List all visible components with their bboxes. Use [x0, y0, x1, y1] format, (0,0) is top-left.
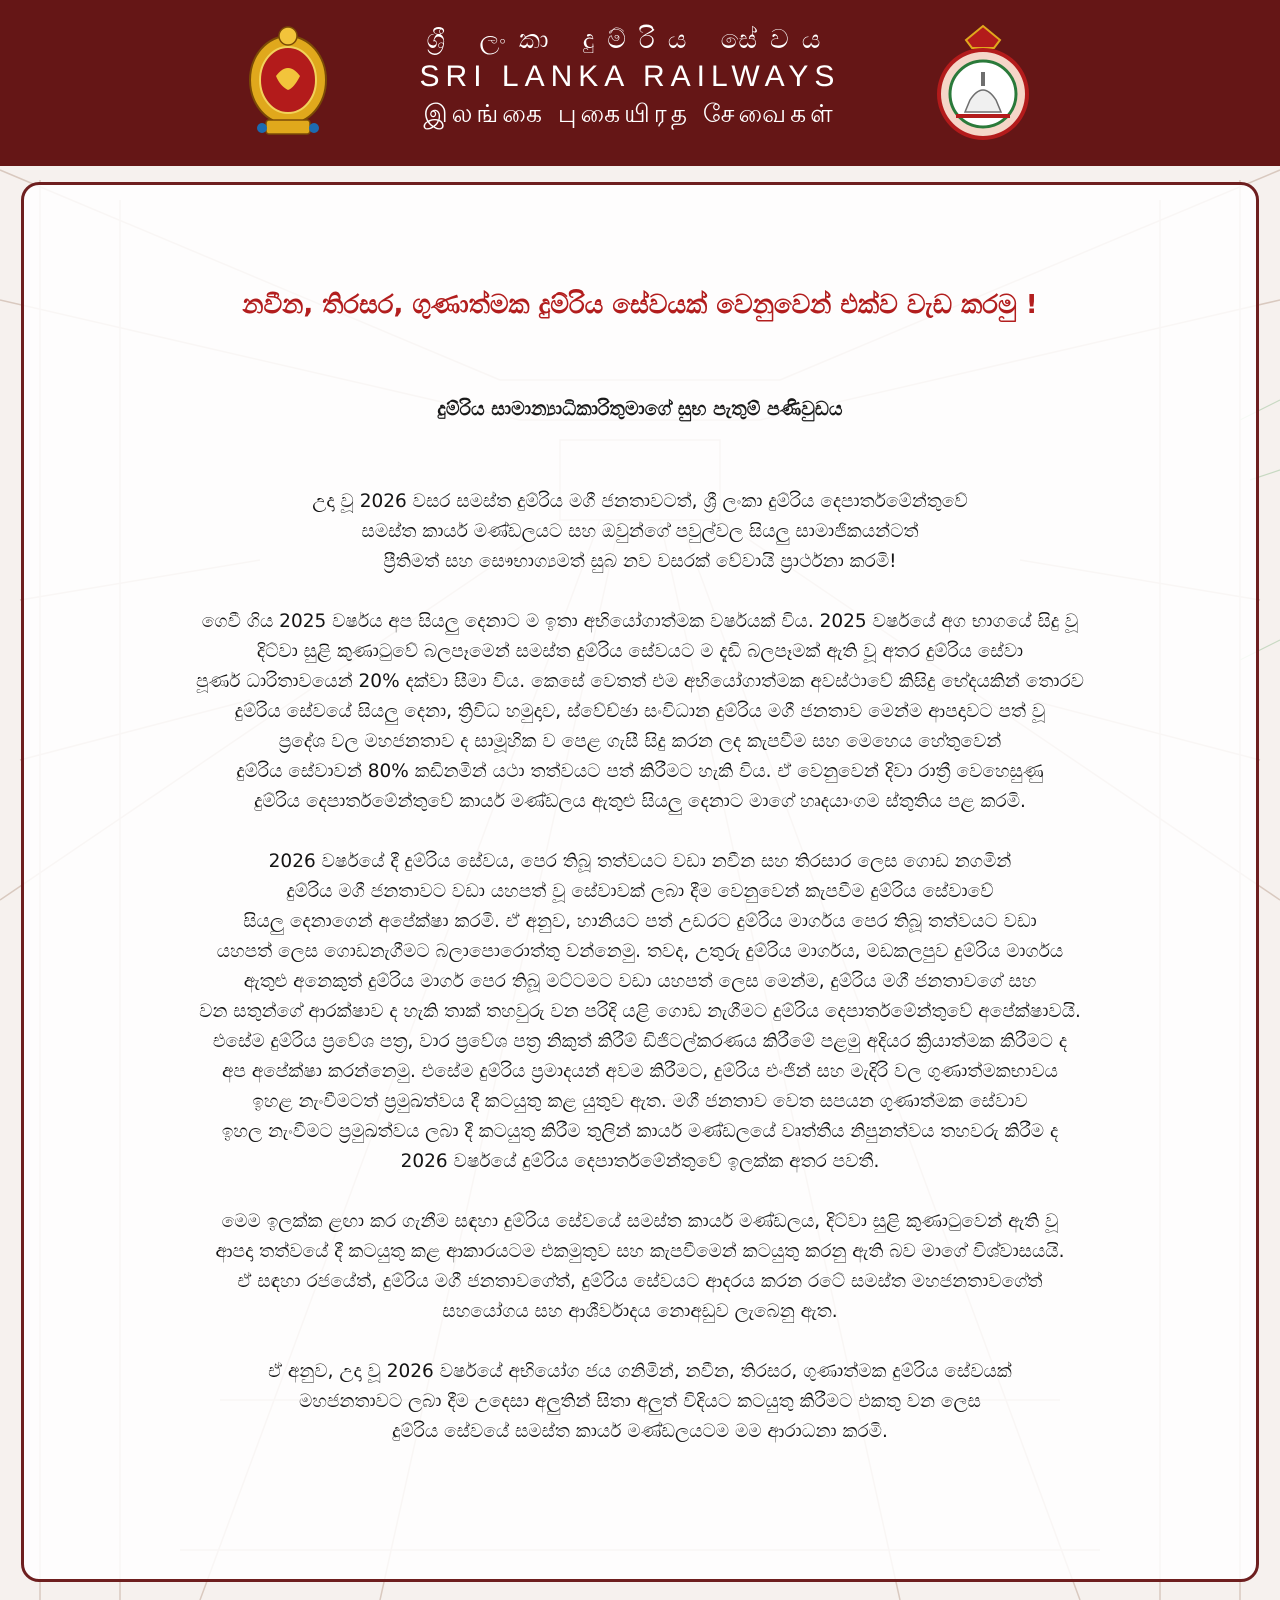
- text-line: සමස්ත කාර්ය මණ්ඩලයට සහ ඔවුන්ගේ පවුල්වල සියලු සාමාජිකයන්ටත්: [361, 521, 919, 542]
- title-english: SRI LANKA RAILWAYS: [419, 60, 841, 93]
- text-line: සහයෝගය සහ ආශීර්වාදය නොඅඩුව ලැබෙනු ඇත.: [442, 1301, 838, 1322]
- paragraph: [56, 847, 1224, 1177]
- text-line: ප්‍රීතිමත් සහ සෞභාග්‍යමත් සුබ නව වසරක් වේවායි ප්‍රාර්ථනා කරමි!: [383, 551, 897, 572]
- text-line: ගෙවී ගිය 2025 වර්ෂය අප සියලු දෙනාට ම ඉතා අභියෝගාත්මක වර්ෂයක් විය. 2025 වර්ෂයේ අග භාගයේ සිදු වූ: [201, 611, 1079, 632]
- text-line: ඒ අනුව, උදා වූ 2026 වර්ෂයේ අභියෝග ජය ගනිමින්, නවීන, තිරසර, ගුණාත්මක දුම්රිය සේවයක්: [268, 1361, 1012, 1382]
- state-emblem-icon: [246, 18, 330, 138]
- text-line: ආපදා තත්වයේ දී කටයුතු කළ ආකාරයටම එකමුතුව සහ කැපවීමෙන් කටයුතු කරනු ඇති බව මාගේ විශ්වාසයයි.: [215, 1241, 1065, 1262]
- title-tamil: இலங்கை புகையிரத சேவைகள்: [423, 99, 837, 128]
- text-line: වන සතුන්ගේ ආරක්ෂාව ද හැකි තාක් තහවුරු වන පරිදි යළි ගොඩ නැගීමට දුම්රිය දෙපාර්තමේන්තුවේ අපේක්ෂාවයි.: [199, 1001, 1081, 1022]
- text-line: දුම්රිය සේවයේ සමස්ත කාර්ය මණ්ඩලයටම මම ආරාධනා කරමි.: [392, 1421, 888, 1442]
- text-line: යහපත් ලෙස ගොඩනැගීමට බලාපොරොත්තු වන්නෙමු. තවද, උතුරු දුම්රිය මාර්ගය, මඩකලපුව දුම්රිය මාර්ගය: [216, 941, 1064, 962]
- text-line: මහජනතාවට ලබා දීම උදෙසා අලුතින් සිතා අලුත් විදියට කටයුතු කිරීමට එකතු වන ලෙස: [299, 1391, 981, 1412]
- text-line: එසේම දුම්රිය ප්‍රවේශ පත්‍ර, වාර ප්‍රවේශ පත්‍ර නිකුත් කිරීම් ඩිජිටල්කරණය කිරීමේ පළමු අදියර ක්‍රියාත්මක කිරීමට ද: [212, 1031, 1068, 1052]
- text-line: ඇතුළු අනෙකුත් දුම්රිය මාර්ග පෙර තිබූ මට්ටමට වඩා යහපත් ලෙස මෙන්ම, දුම්රිය මගී ජනතාවගේ සහ: [243, 971, 1037, 992]
- text-line: ඉහල නැංවීමට ප්‍රමුඛත්වය ලබා දී කටයුතු කිරීම තුලින් කාර්ය මණ්ඩලයේ වෘත්තීය නිපුනත්වය තහවරු කිරීම ද: [221, 1121, 1059, 1142]
- paragraph: [56, 1357, 1224, 1447]
- text-line: අප අපේක්ෂා කරන්නෙමු. එසේම දුම්රිය ප්‍රමාදයන් අවම කිරීමට, දුම්රිය එංජින් සහ මැදිරි වල ගුණාත්මකභාවය: [222, 1061, 1058, 1082]
- text-line: දුම්රිය දෙපාර්තමේන්තුවේ කාර්ය මණ්ඩලය ඇතුළු සියලු දෙනාට මාගේ හෘදයාංගම ස්තුතිය පළ කරමි.: [254, 791, 1026, 812]
- notice-body: [56, 487, 1224, 1477]
- text-line: පූර්ණ ධාරිතාවයෙන් 20% දක්වා සීමා විය. කෙසේ වෙතත් එම අභියෝගාත්මක අවස්ථාවේ කිසිදු භේදයකින් තොරව: [196, 671, 1084, 692]
- text-line: ඒ සඳහා රජයේත්, දුම්රිය මගී ජනතාවගේත්, දුම්රිය සේවයට ආදරය කරන රටේ සමස්ත මහජනතාවගේත්: [237, 1271, 1043, 1292]
- title-sinhala: ශ්‍රී ලංකා දුම්රිය සේවය: [426, 25, 834, 55]
- text-line: දුම්රිය සේවාවන් 80% කඩිනමින් යථා තත්වයට පත් කිරීමට හැකි විය. ඒ වෙනුවෙන් දිවා රාත්‍රී වෙහෙසුණු: [236, 761, 1044, 782]
- text-line: ඉහළ නැංවීමටත් ප්‍රමුඛත්වය දී කටයුතු කළ යුතුව ඇත. මගී ජනතාව වෙත සපයන ගුණාත්මක සේවාව: [252, 1091, 1028, 1112]
- text-line: මෙම ඉලක්ක ළඟා කර ගැනීම සඳහා දුම්රිය සේවයේ සමස්ත කාර්ය මණ්ඩලය, දිට්වා සුළි කුණාටුවෙන් ඇති වූ: [221, 1211, 1059, 1232]
- text-line: සියලු දෙනාගෙන් අපේක්ෂා කරමි. ඒ අනුව, හානියට පත් උඩරට දුම්රිය මාර්ගය පෙර තිබූ තත්වයට වඩා: [243, 911, 1037, 932]
- text-line: උදා වූ 2026 වසර සමස්ත දුම්රිය මගී ජනතාවටත්, ශ්‍රී ලංකා දුම්රිය දෙපාර්තමේන්තුවේ: [312, 491, 968, 512]
- text-line: 2026 වර්ෂයේ දී දුම්රිය සේවය, පෙර තිබූ තත්වයට වඩා නවීන සහ තිරසාර ලෙස ගොඩ නගමින්: [268, 851, 1012, 872]
- text-line: 2026 වර්ෂයේ දුම්රිය දෙපාර්තමේන්තුවේ ඉලක්ක අතර පවතී.: [400, 1151, 880, 1172]
- notice-subheading: දුම්රිය සාමාන්‍යාධිකාරිතුමාගේ සුභ පැතුම් පණිවුඩය: [437, 398, 843, 420]
- text-line: දිට්වා සුළි කුණාටුවේ බලපෑමෙන් සමස්ත දුම්රිය සේවයට ම දැඩි බලපෑමක් ඇති වූ අතර දුම්රිය සේවා: [256, 641, 1024, 662]
- text-line: දුම්රිය සේවයේ සියලු දෙනා, ත්‍රිවිධ හමුදාව, ස්වේච්ඡා සංවිධාන දුම්රිය මගී ජනතාව මෙන්ම ආපදාවට පත් වූ: [234, 701, 1046, 722]
- paragraph: [56, 607, 1224, 817]
- paragraph: [56, 487, 1224, 577]
- text-line: ප්‍රදේශ වල මහජනතාව ද සාමූහික ව පෙළ ගැසී සිදු කරන ලද කැපවීම සහ මෙහෙය හේතුවෙන්: [278, 731, 1002, 752]
- title-block: [360, 22, 900, 132]
- site-header: [0, 0, 1280, 166]
- railways-logo-icon: [936, 20, 1030, 142]
- text-line: දුම්රිය මගී ජනතාවට වඩා යහපත් වූ සේවාවක් ලබා දීම වෙනුවෙන් කැපවීම දුම්රිය සේවාවේ: [286, 881, 994, 902]
- notice-headline: නවීන, තිරසර, ගුණාත්මක දුම්රිය සේවයක් වෙනුවෙන් එක්ව වැඩ කරමු !: [242, 290, 1038, 320]
- paragraph: [56, 1207, 1224, 1327]
